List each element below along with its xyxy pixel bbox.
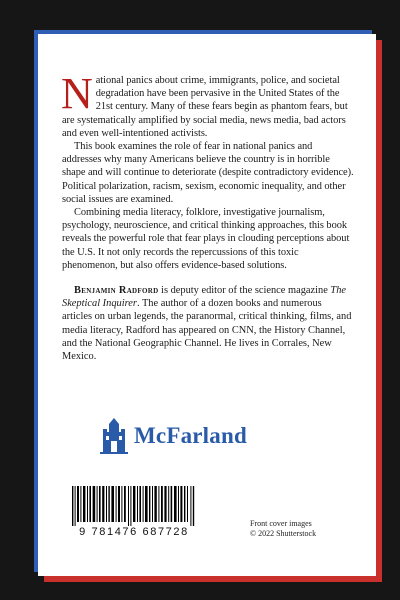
- barcode-bars: [64, 484, 204, 526]
- drop-cap: N: [61, 69, 93, 118]
- credit-line-1: Front cover images: [250, 519, 312, 528]
- author-bio-text-b: . The author of a dozen books and numerous articles on urban legends, the paranormal, critical thinking, films, and media literacy, Radford has appeared on CNN, the History Channel, and the National Geographic Channel. He lives in Corrales, New Mexico.: [62, 298, 352, 363]
- blurb-paragraph-3: Combining media literacy, folklore, investigative journalism, psychology, neuroscience, and critical thinking approaches, this book reveals the powerful role that fear plays in clouding perceptions about the U.S. It not only records the repercussions of this toxic phenomenon, but also offers evidence-based solutions.: [62, 207, 350, 271]
- isbn-barcode: [64, 484, 204, 538]
- credit-line-2: © 2022 Shutterstock: [250, 529, 317, 538]
- blurb-paragraph-1: [61, 69, 354, 140]
- author-bio: [62, 284, 354, 363]
- author-name: Benjamin Radford: [74, 285, 159, 297]
- castle-tower-icon: [100, 418, 128, 454]
- blurb-paragraph-1-text: ational panics about crime, immigrants, police, and societal degradation have been pervasive in the United States of the 21st century. Many of these fears begin as phantom fears, but are systematically amplified by social media, news media, bad actors and even well-intentioned activists.: [62, 75, 348, 139]
- blurb-paragraph-2: This book examines the role of fear in national panics and addresses why many Americans believe the country is in horrible shape and will continue to deteriorate (despite contradictory evidence). Political polarization, racism, sexism, economic inequality, and other social issues are examined.: [62, 141, 354, 205]
- publisher-name: McFarland: [134, 423, 247, 448]
- publisher-logo: [100, 416, 247, 456]
- cover-image-credit: [250, 519, 330, 539]
- author-bio-text-a: is deputy editor of the science magazine: [158, 285, 331, 297]
- isbn-digits: 9 781476 687728: [79, 526, 189, 538]
- magazine-title: The Skeptical Inquirer: [62, 285, 347, 310]
